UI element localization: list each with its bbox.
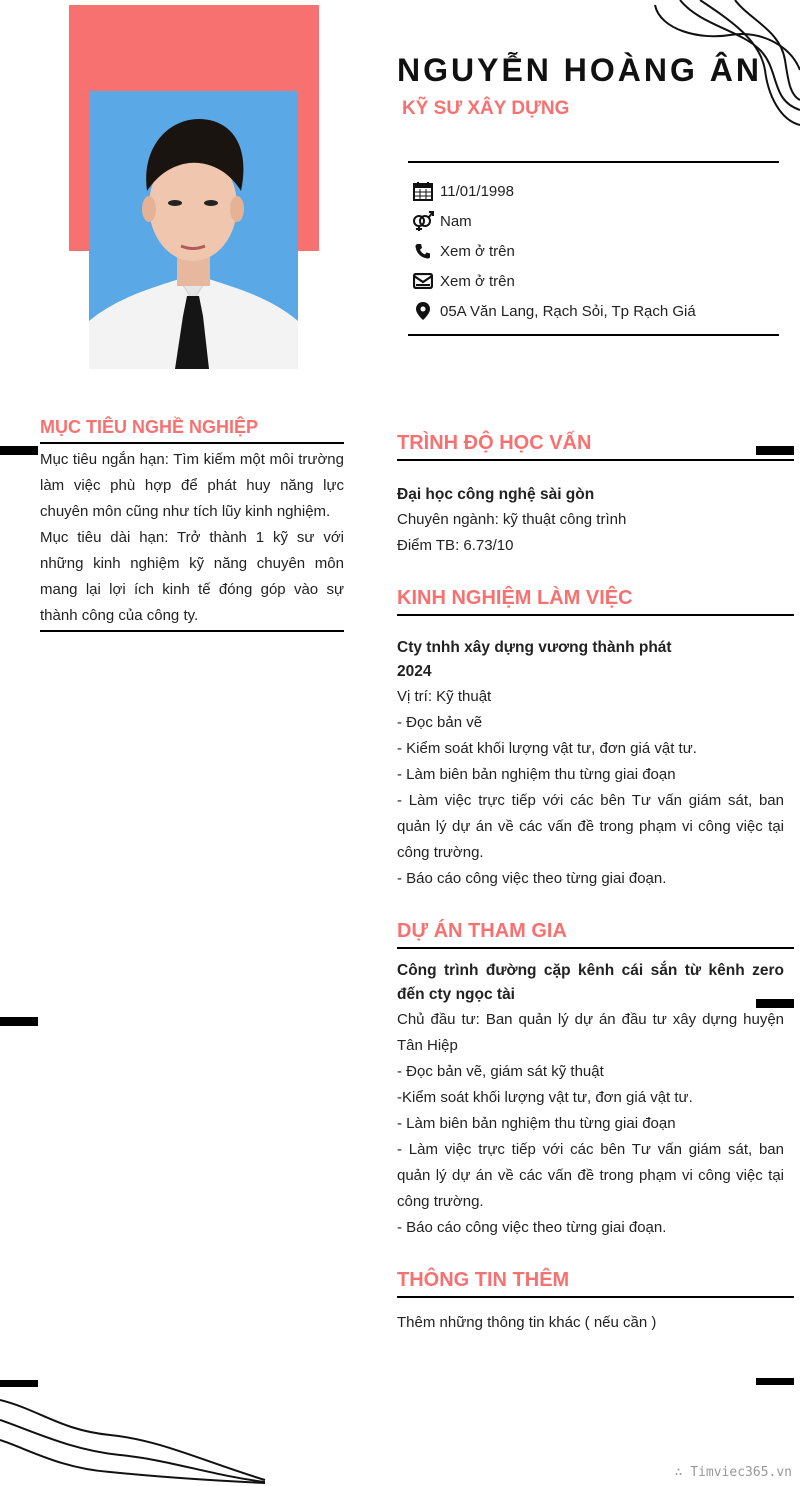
contact-info	[408, 161, 779, 336]
address-text: 05A Văn Lang, Rạch Sỏi, Tp Rạch Giá	[440, 302, 696, 320]
deco-bar	[0, 446, 38, 455]
experience-title: KINH NGHIỆM LÀM VIỆC	[397, 587, 794, 616]
project-task: - Làm việc trực tiếp với các bên Tư vấn giám sát, ban quản lý dự án về các vấn đề trong phạm vi công việc tại công trường.	[397, 1141, 784, 1210]
experience-task: - Làm việc trực tiếp với các bên Tư vấn giám sát, ban quản lý dự án về các vấn đề trong phạm vi công việc tại công trường.	[397, 792, 784, 861]
projects-section	[397, 920, 794, 1241]
contact-email	[408, 266, 779, 296]
avatar	[89, 91, 298, 369]
additional-title: THÔNG TIN THÊM	[397, 1269, 794, 1298]
experience-company: Cty tnhh xây dựng vương thành phát	[397, 639, 672, 656]
deco-bar	[0, 1017, 38, 1026]
projects-title: DỰ ÁN THAM GIA	[397, 920, 794, 949]
experience-year: 2024	[397, 663, 432, 680]
project-name: Công trình đường cặp kênh cái sắn từ kênh zero đến cty ngọc tài	[397, 962, 784, 1003]
contact-phone	[408, 236, 779, 266]
objective-body	[40, 444, 344, 632]
deco-bar	[0, 1380, 38, 1387]
project-task: - Báo cáo công việc theo từng giai đoạn.	[397, 1219, 667, 1236]
experience-task: - Báo cáo công việc theo từng giai đoạn.	[397, 870, 667, 887]
email-icon	[412, 271, 434, 291]
education-major: Chuyên ngành: kỹ thuật công trình	[397, 511, 627, 528]
experience-section	[397, 587, 794, 892]
phone-icon	[412, 241, 434, 261]
job-title: KỸ SƯ XÂY DỰNG	[402, 98, 570, 119]
experience-task: - Làm biên bản nghiệm thu từng giai đoạn	[397, 766, 676, 783]
project-investor: Chủ đầu tư: Ban quản lý dự án đầu tư xây dựng huyện Tân Hiệp	[397, 1011, 784, 1054]
experience-task: - Đọc bản vẽ	[397, 714, 483, 731]
objective-title: MỤC TIÊU NGHỀ NGHIỆP	[40, 417, 344, 444]
calendar-icon	[412, 181, 434, 201]
main-content	[397, 432, 794, 1358]
experience-position: Vị trí: Kỹ thuật	[397, 688, 492, 705]
additional-text: Thêm những thông tin khác ( nếu cần )	[397, 1314, 657, 1331]
watermark: ∴ Timviec365.vn	[674, 1465, 792, 1480]
education-title: TRÌNH ĐỘ HỌC VẤN	[397, 432, 794, 461]
education-school: Đại học công nghệ sài gòn	[397, 486, 595, 503]
experience-task: - Kiểm soát khối lượng vật tư, đơn giá vật tư.	[397, 740, 697, 757]
project-task: - Làm biên bản nghiệm thu từng giai đoạn	[397, 1115, 676, 1132]
deco-bar	[756, 1378, 794, 1385]
education-gpa: Điểm TB: 6.73/10	[397, 537, 514, 554]
objective-short-term: Mục tiêu ngắn hạn: Tìm kiếm một môi trường làm việc phù hợp để phát huy năng lực chuyên môn cũng như tích lũy kinh nghiệm.	[40, 451, 344, 520]
phone-text[interactable]: Xem ở trên	[440, 242, 515, 260]
birthday-text: 11/01/1998	[440, 182, 514, 200]
email-text[interactable]: Xem ở trên	[440, 272, 515, 290]
gender-text: Nam	[440, 212, 472, 230]
objective-section	[40, 417, 344, 632]
gender-icon	[412, 211, 434, 231]
candidate-name: NGUYỄN HOÀNG ÂN	[397, 52, 763, 88]
additional-section	[397, 1269, 794, 1336]
contact-gender	[408, 206, 779, 236]
education-section	[397, 432, 794, 559]
contact-address	[408, 296, 779, 326]
contact-birthday	[408, 176, 779, 206]
objective-long-term: Mục tiêu dài hạn: Trở thành 1 kỹ sư với những kinh nghiệm kỹ năng chuyên môn mang lại lợi ích kinh tế đóng góp vào sự thành công của công ty.	[40, 529, 344, 624]
location-icon	[412, 301, 434, 321]
project-task: - Đọc bản vẽ, giám sát kỹ thuật	[397, 1063, 604, 1080]
project-task: -Kiểm soát khối lượng vật tư, đơn giá vật tư.	[397, 1089, 693, 1106]
wave-decoration-bottom	[0, 1390, 270, 1486]
